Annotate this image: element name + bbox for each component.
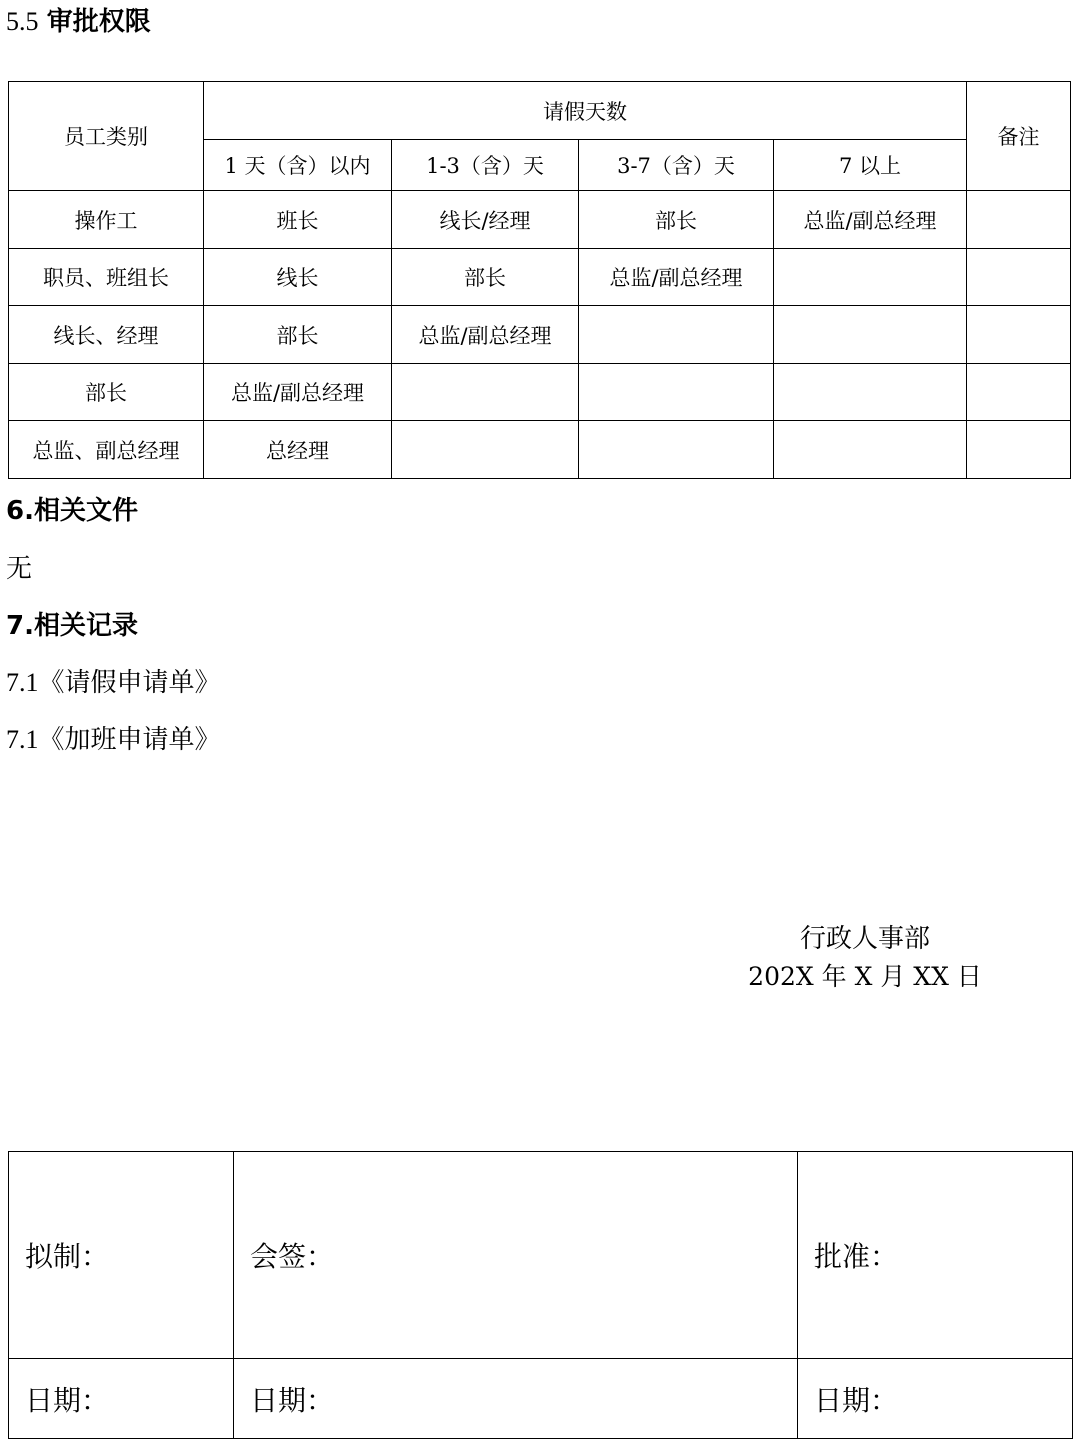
table-row bbox=[9, 306, 1071, 364]
table-row bbox=[9, 421, 1071, 479]
row-category: 总监、副总经理 bbox=[9, 421, 204, 479]
record-item-number: 7.1 bbox=[6, 725, 39, 754]
related-docs-heading: 6.相关文件 bbox=[6, 496, 138, 526]
table-cell bbox=[579, 364, 774, 421]
related-docs-content: 无 bbox=[6, 554, 33, 584]
table-row bbox=[9, 191, 1071, 249]
approved-label: 批准： bbox=[798, 1152, 1073, 1359]
table-cell: 线长 bbox=[204, 249, 392, 306]
approved-date-label: 日期： bbox=[798, 1359, 1073, 1439]
table-cell: 部长 bbox=[579, 191, 774, 249]
row-category: 操作工 bbox=[9, 191, 204, 249]
table-row bbox=[9, 249, 1071, 306]
table-cell bbox=[774, 249, 967, 306]
table-cell bbox=[774, 421, 967, 479]
table-cell bbox=[579, 306, 774, 364]
table-cell: 总监/副总经理 bbox=[392, 306, 579, 364]
table-cell-remark bbox=[967, 306, 1071, 364]
countersign-date-label: 日期： bbox=[234, 1359, 798, 1439]
row-category: 部长 bbox=[9, 364, 204, 421]
header-leave-days: 请假天数 bbox=[204, 82, 967, 140]
drafted-date-label: 日期： bbox=[9, 1359, 234, 1439]
section-title-text: 审批权限 bbox=[46, 7, 151, 37]
record-item-title: 《请假申请单》 bbox=[38, 668, 221, 698]
table-cell-remark bbox=[967, 249, 1071, 306]
header-remarks: 备注 bbox=[967, 82, 1071, 191]
table-cell-remark bbox=[967, 191, 1071, 249]
table-cell-remark bbox=[967, 421, 1071, 479]
approval-authority-table bbox=[8, 81, 1071, 479]
countersign-label: 会签： bbox=[234, 1152, 798, 1359]
table-cell bbox=[392, 421, 579, 479]
table-cell bbox=[774, 306, 967, 364]
table-cell: 部长 bbox=[204, 306, 392, 364]
header-employee-category: 员工类别 bbox=[9, 82, 204, 191]
record-item-title: 《加班申请单》 bbox=[38, 725, 221, 755]
header-range-4: 7 以上 bbox=[774, 140, 967, 191]
related-records-heading: 7.相关记录 bbox=[6, 611, 138, 641]
record-item bbox=[6, 722, 221, 758]
table-cell: 总监/副总经理 bbox=[579, 249, 774, 306]
signature-table bbox=[8, 1151, 1073, 1439]
row-category: 职员、班组长 bbox=[9, 249, 204, 306]
row-category: 线长、经理 bbox=[9, 306, 204, 364]
table-row bbox=[9, 364, 1071, 421]
table-cell: 总监/副总经理 bbox=[774, 191, 967, 249]
table-cell bbox=[392, 364, 579, 421]
table-cell: 部长 bbox=[392, 249, 579, 306]
header-range-2: 1-3（含）天 bbox=[392, 140, 579, 191]
record-item-number: 7.1 bbox=[6, 668, 39, 697]
table-cell-remark bbox=[967, 364, 1071, 421]
section-number: 5.5 bbox=[6, 7, 39, 36]
issuer-date: 202X 年 X 月 XX 日 bbox=[748, 962, 982, 991]
record-item bbox=[6, 665, 221, 701]
table-cell: 线长/经理 bbox=[392, 191, 579, 249]
table-cell bbox=[774, 364, 967, 421]
table-cell: 总经理 bbox=[204, 421, 392, 479]
table-cell: 班长 bbox=[204, 191, 392, 249]
section-title bbox=[6, 2, 151, 42]
issuer-department: 行政人事部 bbox=[799, 924, 930, 954]
header-range-3: 3-7（含）天 bbox=[579, 140, 774, 191]
issuer-block bbox=[740, 920, 990, 996]
table-cell: 总监/副总经理 bbox=[204, 364, 392, 421]
drafted-label: 拟制： bbox=[9, 1152, 234, 1359]
header-range-1: 1 天（含）以内 bbox=[204, 140, 392, 191]
table-cell bbox=[579, 421, 774, 479]
